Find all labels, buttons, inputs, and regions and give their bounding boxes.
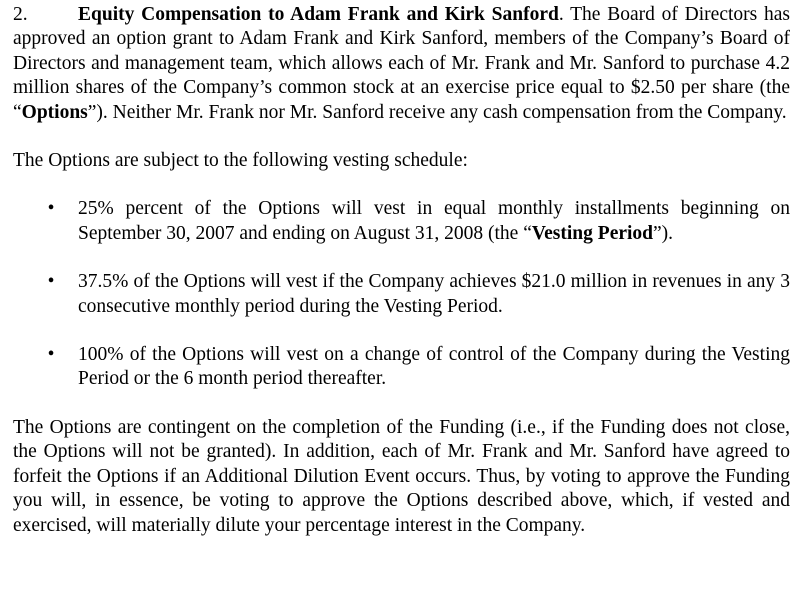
list-item	[13, 343, 790, 392]
section-heading: Equity Compensation to Adam Frank and Kirk Sanford	[78, 4, 559, 25]
section-heading-period: .	[558, 4, 564, 25]
section-number: 2.	[13, 4, 28, 25]
list-item-text-end: ”).	[653, 222, 674, 244]
defined-term-vesting-period: Vesting Period	[531, 222, 654, 244]
closing-paragraph: The Options are contingent on the completion of the Funding (i.e., if the Funding does not close, the Options will not be granted). In addition, each of Mr. Frank and Mr. Sanford have agreed to forfeit the Options if an Additional Dilution Event occurs. Thus, by voting to approve the Funding you will, in essence, be voting to approve the Options described above, which, if vested and exercised, will materially dilute your percentage interest in the Company.	[13, 416, 790, 536]
defined-term-options: Options	[21, 101, 88, 123]
section-text-part2: ”). Neither Mr. Frank nor Mr. Sanford receive any cash compensation from the Company.	[87, 101, 787, 123]
bullet-icon: •	[47, 344, 55, 366]
list-item-text: 37.5% of the Options will vest if the Company achieves $21.0 million in revenues in any 3 consecutive monthly period during the Vesting Period.	[78, 271, 790, 317]
section-paragraph	[13, 3, 790, 125]
vesting-list	[13, 197, 790, 391]
list-item	[13, 197, 790, 246]
list-item	[13, 270, 790, 319]
bullet-icon: •	[47, 198, 55, 220]
bullet-icon: •	[47, 271, 55, 293]
list-item-text: 100% of the Options will vest on a change of control of the Company during the Vesting Period or the 6 month period thereafter.	[78, 344, 790, 390]
vesting-intro: The Options are subject to the following vesting schedule:	[13, 150, 468, 172]
list-item-text: 25% percent of the Options will vest in equal monthly installments beginning on September 30, 2007 and ending on August 31, 2008 (the “	[78, 198, 790, 244]
section-text-part1: The Board of Directors has approved an option grant to Adam Frank and Kirk Sanford, members of the Company’s Board of Directors and management team, which allows each of Mr. Frank and Mr. Sanford to purchase 4.2 million shares of the Company’s common stock at an exercise price equal to $2.50 per share (the “	[13, 4, 790, 123]
